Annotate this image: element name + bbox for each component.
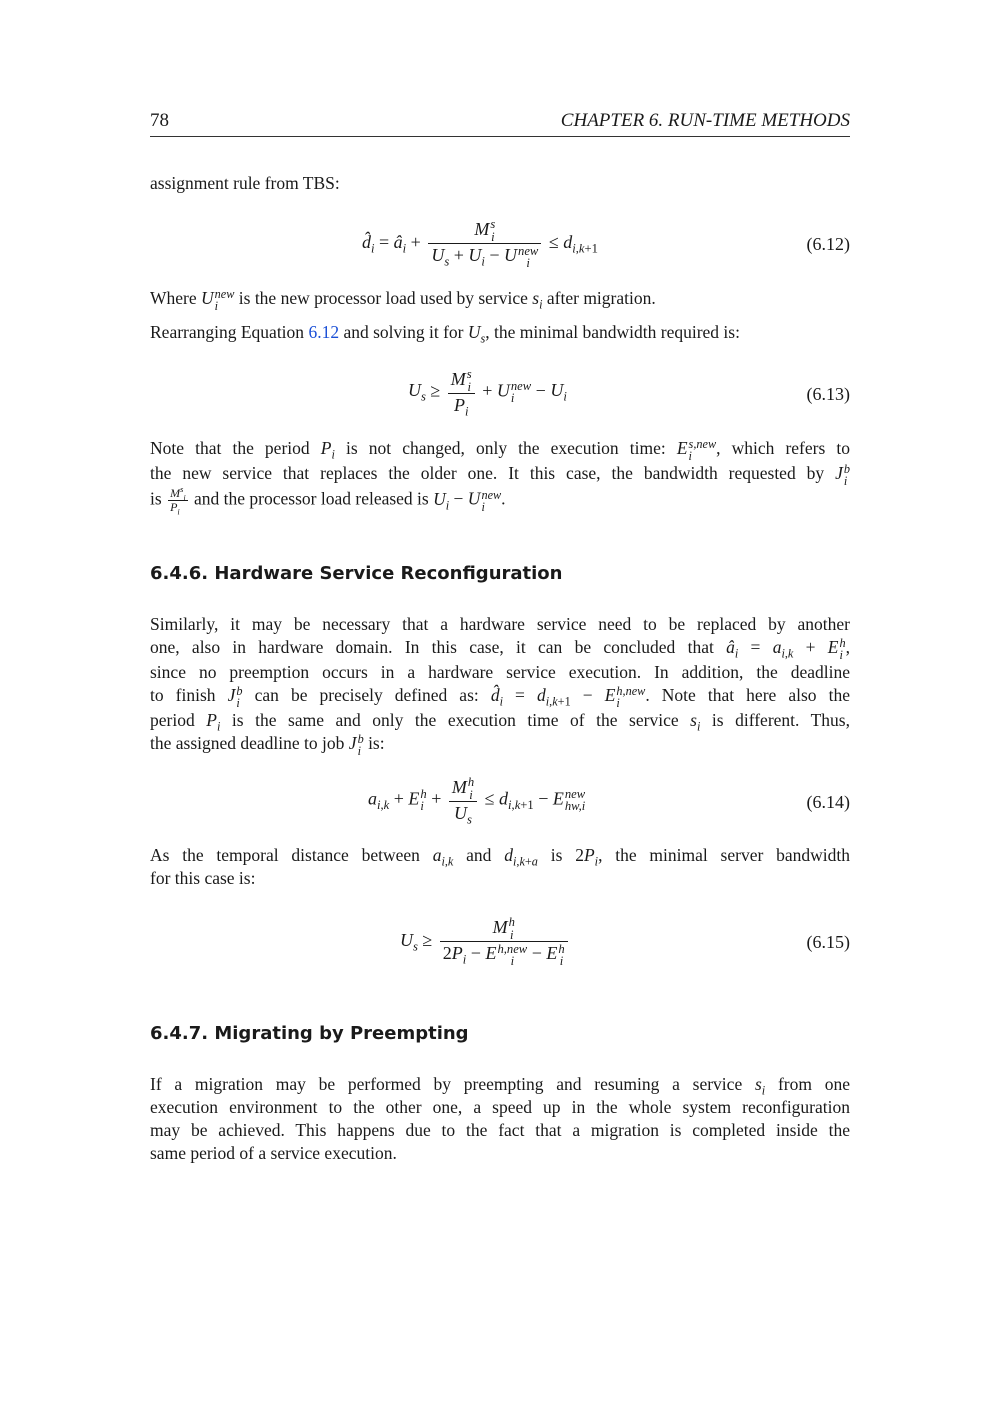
paragraph: Rearranging Equation 6.12 and solving it for $U_s$, the minimal bandwidth required is: [150, 322, 740, 346]
equation-number: (6.15) [806, 932, 850, 952]
equation-number: (6.14) [806, 792, 850, 812]
paragraph: If a migration may be performed by preempting and resuming a service $s_i$ from one execution environment to the other one, a speed up in the whole system reconfiguration may be achieved. This happens due to the fact that a migration is completed inside the same period of a service execution. [150, 1074, 850, 1163]
equation-number: (6.12) [806, 234, 850, 254]
equation-body: $a_{i,k} + E$ h i + M h i $U_s$ ≤ $d_{i,k+1} - E$ new hw,i [368, 775, 586, 828]
paragraph: Note that the period $P_i$ is not changed, only the execution time: E s,new i , which refers to the new service that replaces the older one. It this case, the bandwidth requested by J b i is $M^s_i$ $P_i$ and the processor load released is $U_i - U$ new i . [150, 436, 850, 517]
page-number: 78 [150, 110, 169, 131]
equation-6-15 [150, 916, 850, 974]
chapter-title: CHAPTER 6. RUN-TIME METHODS [560, 110, 850, 131]
equation-number: (6.13) [806, 384, 850, 404]
paragraph: assignment rule from TBS: [150, 173, 340, 193]
equation-body: $d̂_i$ = $â_i$ + M s i $U_s + U_i - U$ new i ≤ $d_{i,k+1}$ [362, 217, 598, 271]
equation-link[interactable]: 6.12 [308, 322, 340, 342]
section-heading: 6.4.7. Migrating by Preempting [150, 1023, 469, 1044]
paragraph: Similarly, it may be necessary that a hardware service need to be replaced by another one, also in hardware domain. In this case, it can be concluded that $â_i = a_{i,k} + E$ h i , since no preemption occurs in a hardware service execution. In addition, the deadline to finish J b i can be precisely defined as: $d̂_i = d_{i,k+1} - E$ h,new i . Note that here also the period $P_i$ is the same and only the execution time of the service $s_i$ is different. Thus, the assigned deadline to job J b i is: [150, 614, 850, 759]
equation-6-12 [150, 218, 850, 274]
equation-body: $U_s$ ≥ M h i $2P_i - E$ h,new i − E h i [400, 916, 571, 968]
equation-6-14 [150, 776, 850, 832]
paragraph: As the temporal distance between $a_{i,k}$ and $d_{i,k+a}$ is $2P_i$, the minimal server bandwidth for this case is: [150, 845, 850, 888]
equation-body: $U_s$ ≥ M s i $P_i$ + U new i − $U_i$ [408, 367, 567, 420]
section-heading: 6.4.6. Hardware Service Reconfiguration [150, 563, 563, 584]
paragraph: Where U new i is the new processor load used by service $s_i$ after migration. [150, 286, 656, 313]
running-header [150, 110, 850, 137]
equation-6-13 [150, 368, 850, 424]
